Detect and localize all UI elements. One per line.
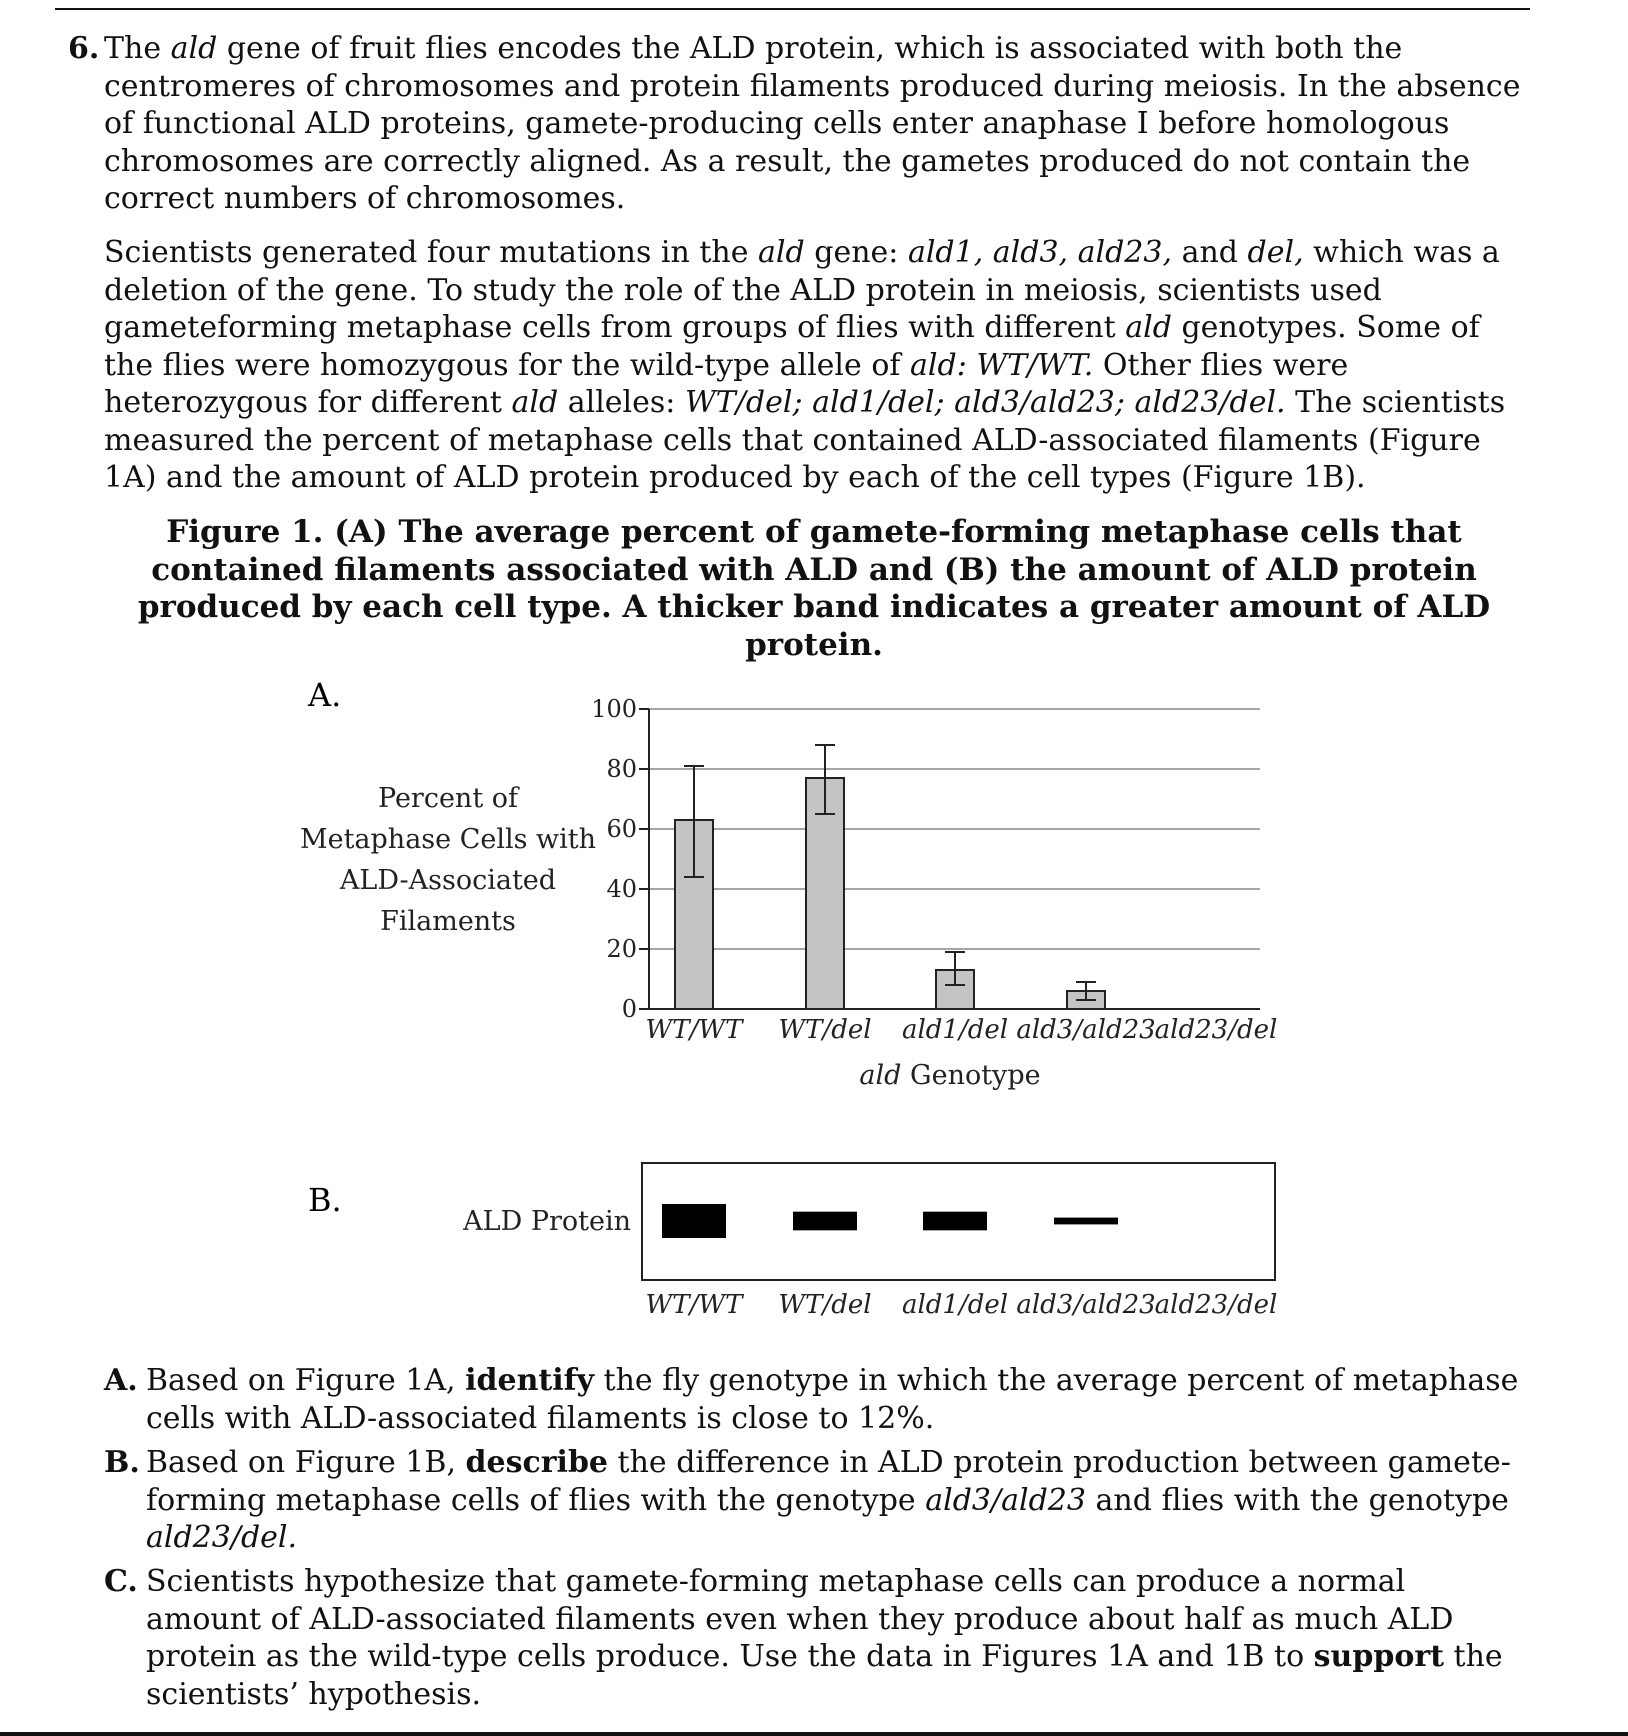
methods-run: genotypes. Some of the flies were homozygous for the wild-type allele of — [104, 310, 1480, 383]
methods-run: which was a deletion of the gene. To study the role of the ALD protein in meiosis, scientists used gameteforming metaphase cells from groups of flies with different — [104, 235, 1500, 345]
methods-run: and — [1172, 235, 1248, 270]
y-tick-label: 60 — [606, 815, 637, 843]
bottom-rule — [0, 1732, 1628, 1736]
prompt-text — [146, 1362, 1524, 1437]
prompt-run: Scientists hypothesize that gamete-forming metaphase cells can produce a normal amount of ALD-associated filaments even when they produce about half as much ALD protein as the wild-type cells produce. Use the data in Figures 1A and 1B to — [146, 1564, 1454, 1674]
x-tick-label: WT/WT — [645, 1015, 743, 1045]
y-tick-label: 0 — [621, 995, 637, 1023]
methods-run: alleles: — [558, 385, 685, 420]
band-lane-label: ald1/del — [901, 1290, 1009, 1320]
prompt-run: support — [1313, 1639, 1444, 1674]
x-tick-label: ald1/del — [901, 1015, 1009, 1045]
methods-run: ald1, ald3, ald23, — [907, 235, 1173, 270]
prompt-run: the fly genotype in which the average percent of metaphase cells with ALD-associated filaments is close to 12%. — [146, 1363, 1519, 1436]
x-tick-label: WT/del — [778, 1015, 872, 1045]
prompt-run: and flies with the genotype — [1085, 1482, 1509, 1518]
intro-pre: The — [104, 31, 171, 66]
prompt-letter: B. — [104, 1445, 140, 1480]
methods-run: Scientists generated four mutations in the — [104, 235, 759, 270]
band-row-label: ALD Protein — [463, 1206, 631, 1237]
band-lane-label: ald3/ald23 — [1016, 1290, 1156, 1320]
panel-b-label: B. — [308, 1181, 342, 1219]
prompt-letter: C. — [104, 1564, 138, 1599]
y-tick-label: 40 — [606, 875, 637, 903]
y-tick-label: 80 — [606, 755, 637, 783]
y-tick-label: 100 — [591, 695, 637, 723]
prompt-run: identify — [465, 1363, 595, 1398]
y-axis-label: ALD-Associated — [339, 865, 557, 896]
band-lane-label: WT/WT — [645, 1290, 743, 1320]
protein-band — [1054, 1218, 1118, 1225]
protein-band — [923, 1212, 987, 1231]
prompt-text — [146, 1444, 1524, 1557]
x-axis-label-rest: Genotype — [901, 1060, 1041, 1091]
band-lane-label: WT/del — [778, 1290, 872, 1320]
protein-band — [662, 1204, 726, 1238]
prompt-run: Based on Figure 1B, — [146, 1445, 466, 1480]
intro-post: gene of fruit flies encodes the ALD protein, which is associated with both the centromeres of chromosomes and protein filaments produced during meiosis. In the absence of functional ALD proteins, gamete-producing cells enter anaphase I before homologous chromosomes are correctly aligned. As a result, the gametes produced do not contain the correct numbers of chromosomes. — [104, 31, 1521, 216]
band-lane-label: ald23/del — [1154, 1290, 1278, 1320]
top-rule — [55, 8, 1530, 10]
prompt-run: the difference in ALD protein production between gamete-forming metaphase cells of flies with the genotype — [146, 1445, 1511, 1518]
x-axis-label-italic: ald — [859, 1060, 902, 1091]
prompt-text — [146, 1563, 1524, 1713]
methods-run: ald — [758, 235, 805, 270]
y-axis-label: Metaphase Cells with — [299, 824, 597, 855]
methods-run: gene: — [804, 235, 908, 270]
y-axis-label: Filaments — [380, 906, 516, 937]
y-axis-label: Percent of — [377, 783, 519, 814]
prompt-run: ald3/ald23 — [925, 1482, 1086, 1518]
methods-run: del, — [1247, 235, 1304, 270]
y-tick-label: 20 — [606, 935, 637, 963]
x-tick-label: ald3/ald23 — [1016, 1015, 1156, 1045]
methods-run: ald: WT/WT. — [910, 347, 1094, 383]
intro-gene: ald — [170, 31, 218, 66]
figure-caption: Figure 1. (A) The average percent of gamete-forming metaphase cells that contained filaments associated with ALD and (B) the amount of ALD protein produced by each cell type. A thicker band indicates a greater amount of ALD protein. — [137, 514, 1491, 663]
prompt-run: the scientists’ hypothesis. — [146, 1639, 1503, 1712]
prompt-run: Based on Figure 1A, — [146, 1363, 466, 1398]
methods-paragraph — [104, 234, 1524, 497]
question-number: 6. — [68, 31, 100, 66]
methods-run: The scientists measured the percent of metaphase cells that contained ALD-associated filaments (Figure 1A) and the amount of ALD protein produced by each of the cell types (Figure 1B). — [104, 385, 1506, 495]
x-axis-label — [859, 1060, 1040, 1091]
prompt-letter: A. — [104, 1363, 138, 1398]
methods-run: ald — [1125, 310, 1172, 345]
methods-run: WT/del; ald1/del; ald3/ald23; ald23/del. — [684, 385, 1286, 420]
x-tick-label: ald23/del — [1154, 1015, 1278, 1045]
methods-run: Other flies were heterozygous for different — [104, 347, 1349, 420]
prompt-run: describe — [465, 1445, 609, 1480]
panel-a-label: A. — [308, 676, 342, 714]
protein-band — [793, 1212, 857, 1231]
intro-paragraph — [104, 30, 1524, 218]
prompt-run: ald23/del. — [146, 1520, 298, 1555]
methods-run: ald — [511, 385, 559, 420]
figure-1 — [0, 660, 1628, 1340]
